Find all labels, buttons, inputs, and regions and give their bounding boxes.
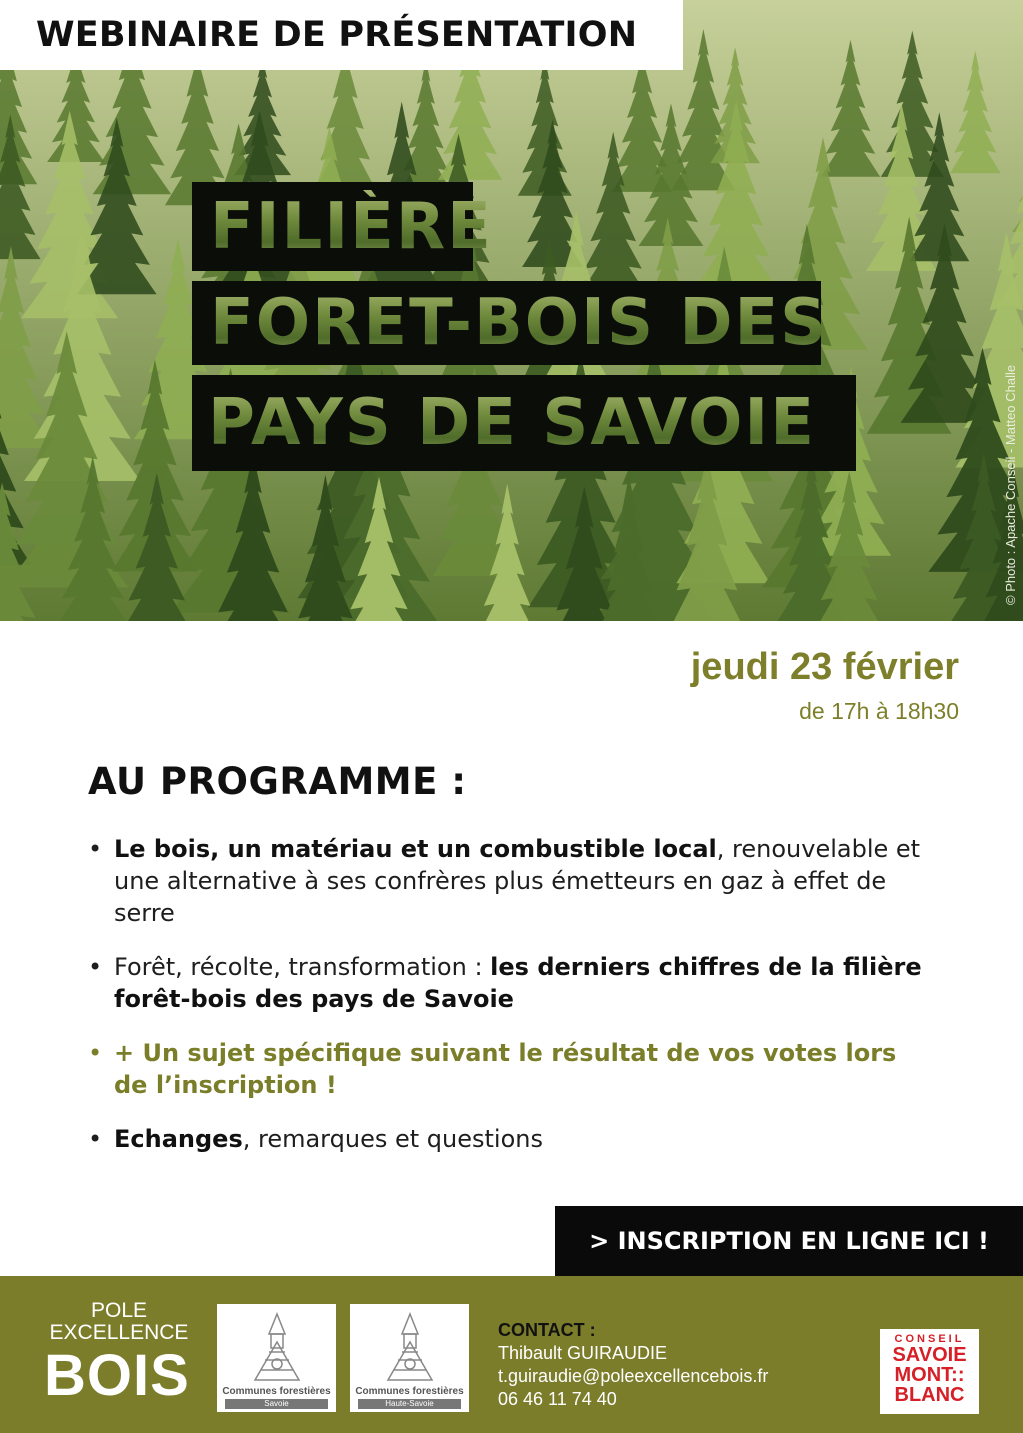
photo-credit: © Photo : Apache Conseil - Matteo Challe — [1003, 364, 1018, 605]
contact-block — [498, 1318, 768, 1411]
programme-title: AU PROGRAMME : — [88, 760, 467, 803]
programme-item — [88, 951, 928, 1015]
register-online-button[interactable]: > INSCRIPTION EN LIGNE ICI ! — [555, 1206, 1023, 1276]
programme-item-bold: + Un sujet spécifique suivant le résultat de vos votes lors de l’inscription ! — [114, 1039, 897, 1099]
programme-list — [88, 833, 928, 1177]
conseil-line-4: BLANC — [894, 1384, 965, 1406]
logo-line-pole: POLE — [90, 1299, 148, 1322]
title-line-1: FILIÈRE — [192, 182, 473, 271]
communes-name: Communes forestières — [222, 1386, 331, 1397]
programme-item-text: Forêt, récolte, transformation : — [114, 953, 491, 981]
bullet-icon: • — [88, 1125, 103, 1153]
programme-item-bold: Le bois, un matériau et un combustible local — [114, 835, 717, 863]
logo-line-excellence: EXCELLENCE — [49, 1321, 189, 1344]
conseil-line-3: MONT:: — [894, 1364, 965, 1386]
communes-name: Communes forestières — [355, 1386, 464, 1397]
programme-item-text: , renouvelable et une alternative à ses confrères plus émetteurs en gaz à effet de serre — [114, 835, 921, 927]
contact-name: Thibault GUIRAUDIE — [498, 1343, 668, 1363]
programme-item — [88, 1123, 928, 1155]
footer — [0, 1276, 1023, 1433]
church-tree-icon — [378, 1312, 442, 1384]
bullet-icon: • — [88, 835, 103, 863]
programme-item-text: , remarques et questions — [242, 1125, 543, 1153]
communes-sub: Savoie — [225, 1399, 328, 1409]
programme-item-bold: Echanges — [114, 1125, 243, 1153]
contact-phone[interactable]: 06 46 11 74 40 — [498, 1389, 617, 1409]
title-line-3: PAYS DE SAVOIE — [192, 375, 856, 471]
event-time: de 17h à 18h30 — [799, 698, 959, 724]
logo-line-bois: BOIS — [44, 1343, 190, 1408]
conseil-line-1: CONSEIL — [894, 1333, 965, 1345]
communes-sub: Haute-Savoie — [358, 1399, 461, 1409]
programme-item — [88, 833, 928, 929]
event-date: jeudi 23 février — [690, 646, 959, 688]
webinar-tag: WEBINAIRE DE PRÉSENTATION — [0, 0, 683, 70]
contact-title: CONTACT : — [498, 1320, 596, 1340]
programme-item-accent — [88, 1037, 928, 1101]
communes-forestieres-haute-savoie-logo — [350, 1304, 469, 1412]
title-line-2: FORET-BOIS DES — [192, 281, 821, 365]
pole-excellence-bois-logo — [44, 1300, 204, 1406]
church-tree-icon — [245, 1312, 309, 1384]
contact-email[interactable]: t.guiraudie@poleexcellencebois.fr — [498, 1366, 769, 1386]
bullet-icon: • — [88, 1039, 103, 1067]
conseil-line-2: SAVOIE — [892, 1344, 967, 1366]
programme-item-bold: les derniers chiffres de la filière forêt-bois des pays de Savoie — [114, 953, 922, 1013]
hero-forest-photo — [0, 0, 1023, 621]
communes-forestieres-savoie-logo — [217, 1304, 336, 1412]
bullet-icon: • — [88, 953, 103, 981]
conseil-savoie-mont-blanc-logo — [880, 1329, 979, 1414]
